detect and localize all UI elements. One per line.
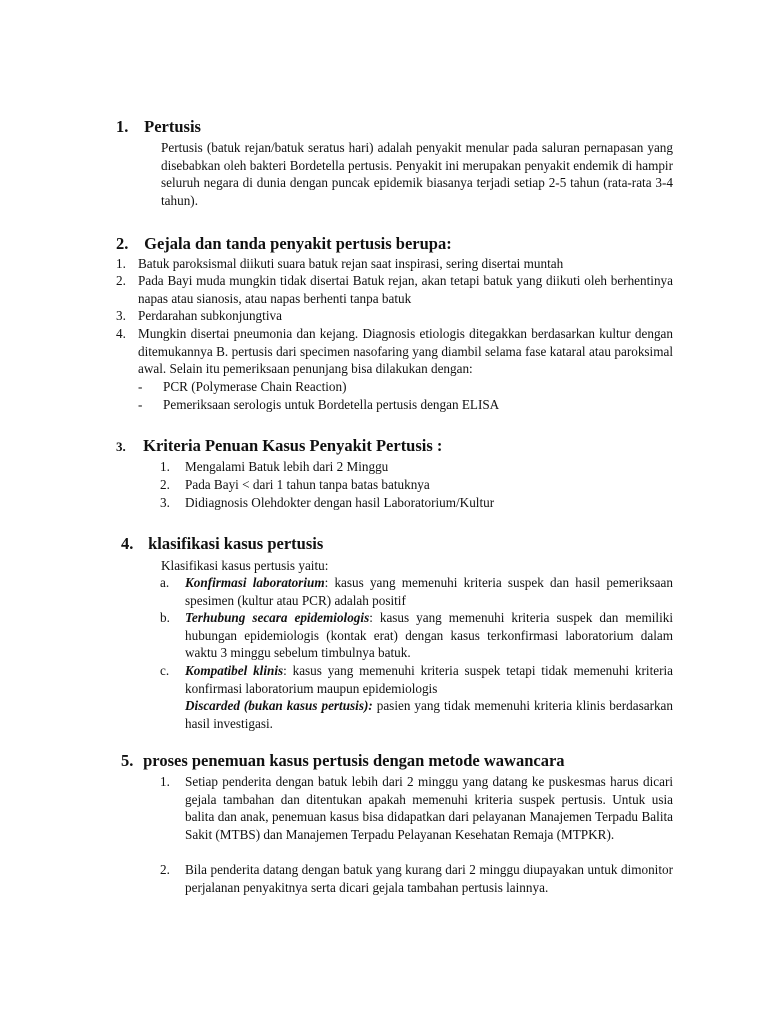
list-marker: 1.	[116, 256, 126, 271]
sub-list-item	[138, 396, 673, 414]
list-item-text: Perdarahan subkonjungtiva	[138, 308, 282, 323]
section-1-paragraph: Pertusis (batuk rejan/batuk seratus hari) adalah penyakit menular pada saluran pernapasan yang disebabkan oleh bakteri Bordetella pertusis. Penyakit ini merupakan penyakit endemik di hampir seluruh negara di dunia dengan puncak epidemik biasanya terjadi setiap 2-5 tahun (rata-rata 3-4 tahun).	[161, 140, 673, 208]
list-item	[160, 861, 673, 896]
section-number: 1.	[116, 117, 129, 136]
dash-marker: -	[138, 379, 143, 394]
list-item	[116, 307, 673, 325]
list-item	[160, 476, 673, 494]
list-marker: 4.	[116, 326, 126, 341]
list-item-text: Pada Bayi muda mungkin tidak disertai Batuk rejan, akan tetapi batuk yang diikuti oleh berhentinya napas atau sianosis, atau napas berhenti tanpa batuk	[138, 273, 673, 306]
section-number: 5.	[121, 751, 134, 770]
list-item	[160, 494, 673, 512]
section-5-heading	[121, 751, 565, 771]
section-number: 3.	[116, 439, 126, 454]
term: Konfirmasi laboratorium	[185, 575, 325, 590]
list-item	[160, 458, 673, 476]
list-item-text: : kasus yang memenuhi kriteria suspek tetapi tidak memenuhi kriteria konfirmasi laboratorium maupun epidemiologis	[185, 663, 674, 696]
list-item-text: Mungkin disertai pneumonia dan kejang. Diagnosis etiologis ditegakkan berdasarkan kultur dengan ditemukannya B. pertusis dari specimen nasofaring yang diambil selama fase kataral atau paroksimal awal. Selain itu pemeriksaan penunjang bisa dilakukan dengan:	[138, 326, 673, 376]
section-title: Pertusis	[144, 117, 201, 136]
list-marker: 1.	[160, 774, 170, 789]
section-title: Kriteria Penuan Kasus Penyakit Pertusis :	[143, 436, 443, 455]
list-item	[116, 325, 673, 378]
section-2-heading	[116, 234, 452, 254]
list-marker: 3.	[116, 308, 126, 323]
section-title: proses penemuan kasus pertusis dengan metode wawancara	[143, 751, 565, 770]
list-marker: b.	[160, 610, 170, 625]
list-item	[116, 272, 673, 307]
list-item	[160, 662, 673, 697]
section-4-heading	[121, 534, 323, 554]
list-item-text: Batuk paroksismal diikuti suara batuk rejan saat inspirasi, sering disertai muntah	[138, 256, 564, 271]
section-4-intro: Klasifikasi kasus pertusis yaitu:	[161, 558, 329, 573]
section-3-heading	[116, 436, 442, 456]
list-marker: 3.	[160, 495, 170, 510]
list-item-text: Setiap penderita dengan batuk lebih dari 2 minggu yang datang ke puskesmas harus dicari gejala tambahan dan ditentukan apakah memenuhi kriteria suspek pertusis. Untuk usia balita dan anak, penemuan kasus bisa didapatkan dari pelayanan Manajemen Terpadu Balita Sakit (MTBS) dan Manajemen Terpadu Pelayanan Kesehatan Remaja (MTPKR).	[185, 774, 673, 842]
list-item	[160, 609, 673, 662]
section-title: klasifikasi kasus pertusis	[148, 534, 324, 553]
sub-list-item	[138, 378, 673, 396]
dash-marker: -	[138, 397, 143, 412]
list-item	[160, 574, 673, 609]
list-item-text: pasien yang tidak memenuhi kriteria klinis berdasarkan hasil investigasi.	[185, 698, 673, 731]
section-number: 4.	[121, 534, 134, 553]
list-item	[116, 255, 673, 273]
list-item	[160, 697, 673, 732]
list-item-text: Didiagnosis Olehdokter dengan hasil Laboratorium/Kultur	[185, 495, 495, 510]
list-item-text: : kasus yang memenuhi kriteria suspek dan memiliki hubungan epidemiologis (kontak erat) dengan kasus terkonfirmasi laboratorium dalam waktu 3 minggu sebelum timbulnya batuk.	[185, 610, 673, 660]
list-item-text: Mengalami Batuk lebih dari 2 Minggu	[185, 459, 389, 474]
term: Terhubung secara epidemiologis	[185, 610, 370, 625]
list-marker: 1.	[160, 459, 170, 474]
list-item-text: Bila penderita datang dengan batuk yang kurang dari 2 minggu diupayakan untuk dimonitor perjalanan penyakitnya serta dicari gejala tambahan pertusis lainnya.	[185, 862, 673, 895]
list-item-text: Pemeriksaan serologis untuk Bordetella pertusis dengan ELISA	[163, 397, 500, 412]
list-marker: a.	[160, 575, 170, 590]
list-marker: 2.	[160, 477, 170, 492]
section-1-heading	[116, 117, 201, 137]
list-marker: 2.	[160, 862, 170, 877]
list-marker: c.	[160, 663, 170, 678]
term: Kompatibel klinis	[185, 663, 284, 678]
list-marker: 2.	[116, 273, 126, 288]
section-title: Gejala dan tanda penyakit pertusis berupa:	[144, 234, 452, 253]
list-item-text: : kasus yang memenuhi kriteria suspek dan hasil pemeriksaan spesimen (kultur atau PCR) adalah positif	[185, 575, 673, 608]
list-item	[160, 773, 673, 843]
section-number: 2.	[116, 234, 129, 253]
list-item-text: Pada Bayi < dari 1 tahun tanpa batas batuknya	[185, 477, 430, 492]
term: Discarded (bukan kasus pertusis):	[185, 698, 373, 713]
list-item-text: PCR (Polymerase Chain Reaction)	[163, 379, 347, 394]
